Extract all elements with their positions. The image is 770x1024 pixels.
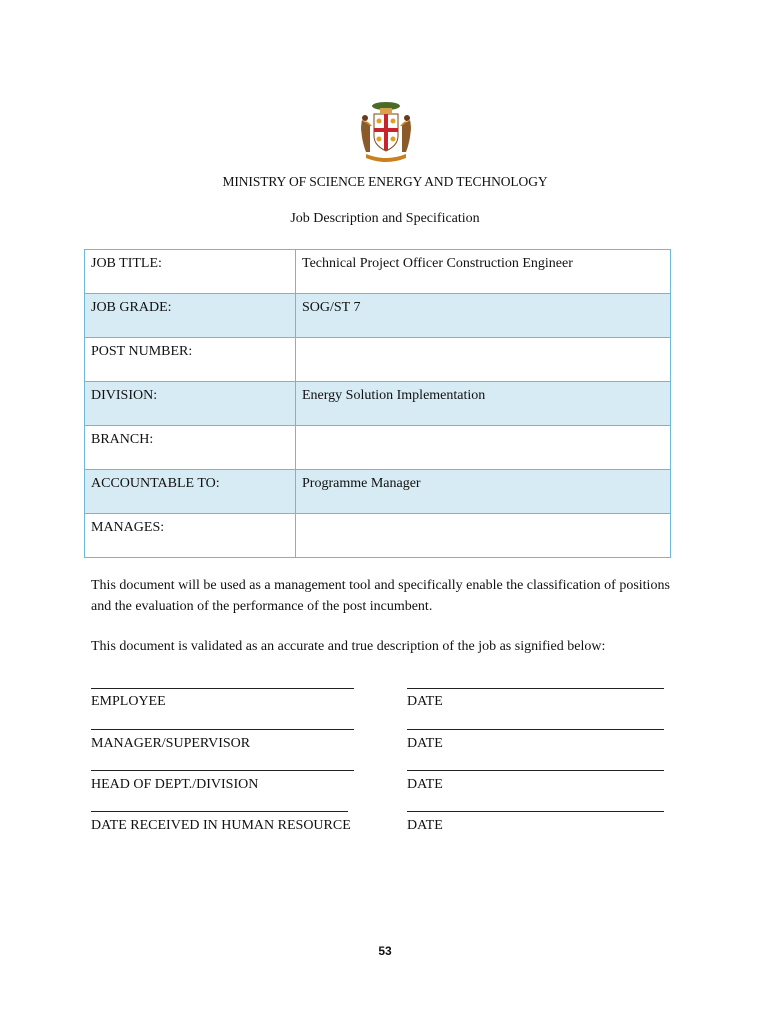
head-label: HEAD OF DEPT./DIVISION [91, 777, 259, 792]
hr-received-label: DATE RECEIVED IN HUMAN RESOURCE [91, 818, 351, 833]
manager-date-line[interactable] [407, 729, 664, 730]
employee-label: EMPLOYEE [91, 694, 166, 709]
page-number: 53 [378, 944, 392, 958]
manager-label: MANAGER/SUPERVISOR [91, 736, 251, 751]
job-title-value: Technical Project Officer Construction Engineer [296, 250, 671, 294]
division-label: DIVISION: [85, 382, 296, 426]
branch-label: BRANCH: [85, 426, 296, 470]
head-signature-line[interactable] [91, 770, 354, 771]
table-row [85, 250, 671, 294]
branch-value [296, 426, 671, 470]
table-row [85, 294, 671, 338]
coat-of-arms-logo [354, 96, 418, 162]
post-number-label: POST NUMBER: [85, 338, 296, 382]
table-row [85, 382, 671, 426]
head-date-label: DATE [407, 777, 443, 792]
manager-date-label: DATE [407, 736, 443, 751]
manager-signature-line[interactable] [91, 729, 354, 730]
employee-date-line[interactable] [407, 688, 664, 689]
hr-signature-line[interactable] [91, 811, 348, 812]
table-row [85, 426, 671, 470]
document-subtitle: Job Description and Specification [290, 211, 480, 226]
hr-date-line[interactable] [407, 811, 664, 812]
table-row [85, 514, 671, 558]
hr-date-label: DATE [407, 818, 443, 833]
accountable-to-value: Programme Manager [296, 470, 671, 514]
purpose-paragraph: This document will be used as a management tool and specifically enable the classification of positions and the evaluation of the performance of the post incumbent. [91, 578, 670, 614]
post-number-value [296, 338, 671, 382]
job-grade-value: SOG/ST 7 [296, 294, 671, 338]
division-value: Energy Solution Implementation [296, 382, 671, 426]
ministry-heading: MINISTRY OF SCIENCE ENERGY AND TECHNOLOGY [222, 174, 548, 189]
job-grade-label: JOB GRADE: [85, 294, 296, 338]
manages-label: MANAGES: [85, 514, 296, 558]
job-details-table [84, 249, 671, 558]
employee-signature-line[interactable] [91, 688, 354, 689]
job-title-label: JOB TITLE: [85, 250, 296, 294]
table-row [85, 470, 671, 514]
head-date-line[interactable] [407, 770, 664, 771]
accountable-to-label: ACCOUNTABLE TO: [85, 470, 296, 514]
employee-date-label: DATE [407, 694, 443, 709]
table-row [85, 338, 671, 382]
manages-value [296, 514, 671, 558]
validation-paragraph: This document is validated as an accurate and true description of the job as signified below: [91, 639, 606, 654]
